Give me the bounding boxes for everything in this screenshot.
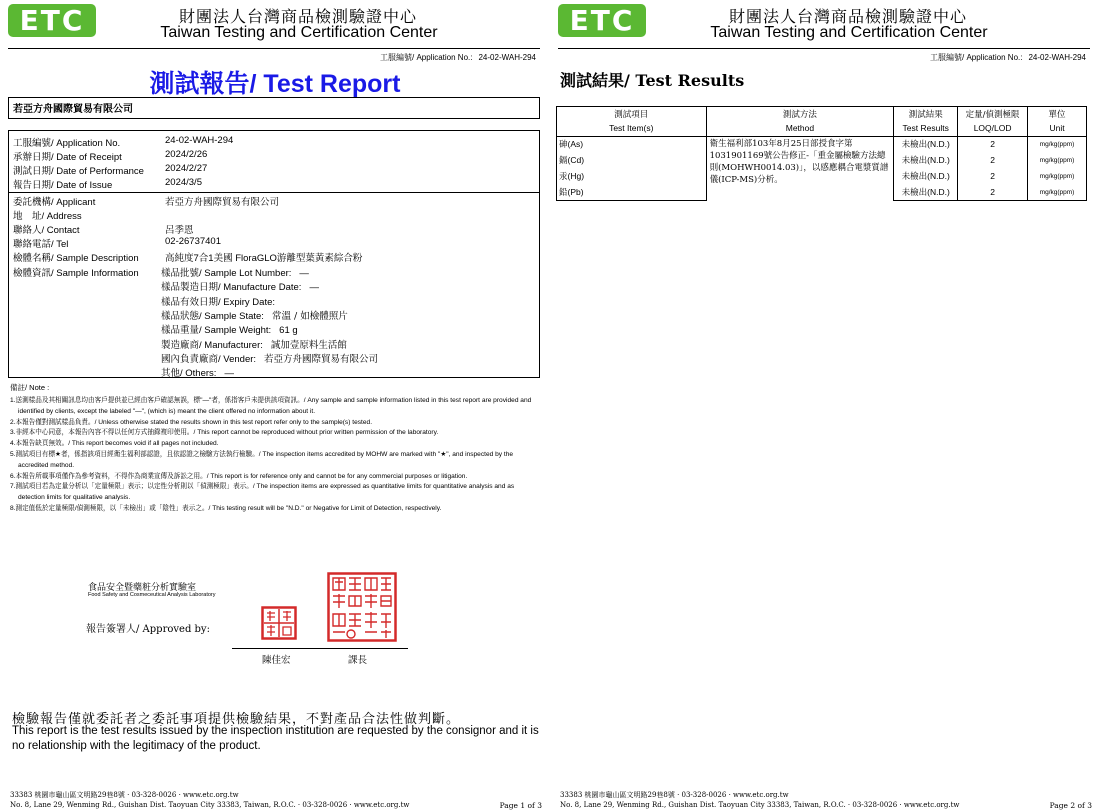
etc-logo: ETC <box>8 4 96 37</box>
sample-info-row: 樣品狀態/ Sample State: 常溫 / 如檢體照片 <box>161 311 348 322</box>
table-row: 鎘(Cd) 未檢出(N.D.) 2 mg/kg(ppm) <box>557 153 1087 169</box>
footer-address-en: No. 8, Lane 29, Wenming Rd., Guishan Dist. Taoyuan City 33383, Taiwan, R.O.C. · 03-328-0026 · www.etc.org.tw <box>560 801 960 809</box>
sample-info-row: 國內負責廠商/ Vender: 若亞方舟國際貿易有限公司 <box>161 354 379 365</box>
footer-address-zh: 33383 桃園市龜山區文明路29巷8號 · 03-328-0026 · www.etc.org.tw <box>560 791 789 799</box>
sample-info-row: 樣品重量/ Sample Weight: 61 g <box>161 325 298 336</box>
lab-name-en: Food Safety and Cosmeceutical Analysis Laboratory <box>88 592 216 598</box>
etc-logo: ETC <box>558 4 646 37</box>
page-number: Page 2 of 3 <box>1049 801 1092 810</box>
company-name: 若亞方舟國際貿易有限公司 <box>8 97 540 119</box>
table-row: 汞(Hg) 未檢出(N.D.) 2 mg/kg(ppm) <box>557 169 1087 185</box>
lab-name-zh: 食品安全暨藥粧分析實驗室 <box>88 583 197 593</box>
note-item: 8.測定值低於定量極限/偵測極限，以「未檢出」或「陰性」表示之。/ This testing result will be "N.D." or Negative for Limit of Detection, respectively. <box>10 504 442 512</box>
results-title: 測試結果/ Test Results <box>560 71 745 90</box>
notes-heading: 備註/ Note : <box>10 383 50 392</box>
page-header <box>558 4 1090 48</box>
org-name-zh: 財團法人台灣商品檢測驗證中心 <box>178 7 417 26</box>
page-header <box>8 4 540 48</box>
sample-info-row: 樣品有效日期/ Expiry Date: <box>161 297 276 308</box>
application-number: 工服編號/ Application No.: 24-02-WAH-294 <box>380 53 536 62</box>
method-cell: 衛生福利部103年8月25日部授食字第1031901169號公告修正-「重金屬檢驗方法總則(MOHWH0014.03)」，以感應耦合電漿質譜儀(ICP-MS)分析。 <box>706 137 894 201</box>
org-name-zh: 財團法人台灣商品檢測驗證中心 <box>728 7 967 26</box>
org-name-en: Taiwan Testing and Certification Center <box>160 24 438 41</box>
sample-info-row: 樣品批號/ Sample Lot Number: — <box>161 268 309 279</box>
signature-line <box>232 648 408 649</box>
org-name-en: Taiwan Testing and Certification Center <box>710 24 988 41</box>
column-header: 定量/偵測極限 LOQ/LOD <box>958 107 1028 137</box>
page-number: Page 1 of 3 <box>499 801 542 810</box>
notes-list <box>10 396 538 515</box>
disclaimer-zh: 檢驗報告僅就委託者之委託事項提供檢驗結果，不對產品合法性做判斷。 <box>12 712 461 727</box>
table-row: 鉛(Pb) 未檢出(N.D.) 2 mg/kg(ppm) <box>557 185 1087 201</box>
header-divider <box>558 48 1090 49</box>
personal-seal-stamp <box>261 606 297 640</box>
approved-by-label: 報告簽署人/ Approved by: <box>86 624 210 635</box>
note-item: 1.送測樣品及其相關訊息均由客戶提供並已經由客戶確認無誤，標"—"者，係指客戶未提供該項資訊。/ Any sample and sample information listed in this test report are provided and identified by clients, except the labeled "—", (which is) meant the client offered no information about it. <box>10 397 532 415</box>
table-row: 砷(As) 衛生福利部103年8月25日部授食字第1031901169號公告修正-「重金屬檢驗方法總則(MOHWH0014.03)」，以感應耦合電漿質譜儀(ICP-MS)分析。 未檢出(N.D.) 2 mg/kg(ppm) <box>557 137 1087 153</box>
note-item: 4.本報告缺頁無效。/ This report becomes void if all pages not included. <box>10 440 219 448</box>
footer-address-en: No. 8, Lane 29, Wenming Rd., Guishan Dist. Taoyuan City 33383, Taiwan, R.O.C. · 03-328-0026 · www.etc.org.tw <box>10 801 410 809</box>
results-table <box>556 106 1087 201</box>
info-divider <box>9 192 539 193</box>
footer-address-zh: 33383 桃園市龜山區文明路29巷8號 · 03-328-0026 · www.etc.org.tw <box>10 791 239 799</box>
note-item: 2.本報告僅對測試樣品負責。/ Unless otherwise stated the results shown in this test report refer only to the sample(s) tested. <box>10 418 373 426</box>
disclaimer-en: This report is the test results issued by the inspection institution are requested by the consignor and it is no relationship with the legitimacy of the product. <box>12 725 539 752</box>
sample-info-row: 其他/ Others: — <box>161 368 234 379</box>
application-number: 工服編號/ Application No.: 24-02-WAH-294 <box>930 53 1086 62</box>
header-divider <box>8 48 540 49</box>
column-header: 測試項目 Test Item(s) <box>557 107 707 137</box>
sample-info-row: 樣品製造日期/ Manufacture Date: — <box>161 282 319 293</box>
sample-info-row: 製造廠商/ Manufacturer: 誠加壹原料生活館 <box>161 340 347 351</box>
note-item: 5.測試項目有標★者，係指該項目經衛生福利部認證，且依認證之檢驗方法執行檢驗。/ The inspection items accredited by MOHW are marked with "★", and inspected by the accredited method. <box>10 450 514 469</box>
note-item: 7.測試項目若為定量分析以「定量極限」表示；以定性分析則以「偵測極限」表示。/ The inspection items are expressed as quantitative limits for quantitative analysis and as detection limits for qualitative analysis. <box>10 483 515 502</box>
report-info-box: 工服編號/ Application No. 24-02-WAH-294 承辦日期/ Date of Receipt 2024/2/26 測試日期/ Date of Performance 2024/2/27 報告日期/ Date of Issue 2024/3/5 委託機構/ Applicant 若亞方舟國際貿易有限公司 地 址/ Address 聯絡人/ Contact 呂季恩 聯絡電話/ Tel 02-26737401 檢體名稱/ Sample Description 高純度7合1美國 FloraGLO游離型葉黃素綜合粉 檢體資訊/ Sample Information 樣品批號/ Sample Lot Number: — 樣品製造日期/ Manufacture Date: — 樣品有效日期/ Expiry Date: 樣品狀態/ Sample State: 常溫 / 如檢體照片 樣品重量/ Sample Weight: 61 g 製造廠商/ Manufacturer: 誠加壹原料生活館 國內負責廠商/ Vender: 若亞方舟國際貿易有限公司 其他/ Others: — <box>8 130 540 378</box>
column-header: 單位 Unit <box>1028 107 1087 137</box>
note-item: 3.非經本中心同意，本報告內容不得以任何方式抽錄複印使用。/ This report cannot be reproduced without prior written permission of the laboratory. <box>10 429 439 437</box>
column-header: 測試結果 Test Results <box>894 107 958 137</box>
signer-name: 陳佳宏 <box>262 655 291 666</box>
company-seal-stamp <box>327 572 397 642</box>
report-page-2 <box>550 0 1100 812</box>
signer-title: 課長 <box>348 655 368 666</box>
column-header: 測試方法 Method <box>706 107 894 137</box>
report-title: 測試報告/ Test Report <box>149 70 401 98</box>
note-item: 6.本報告所載事項僅作為參考資料，不得作為商業宣傳及訴訟之用。/ This report is for reference only and cannot be for any commercial purposes or litigation. <box>10 472 468 480</box>
table-header-row <box>557 107 1087 137</box>
